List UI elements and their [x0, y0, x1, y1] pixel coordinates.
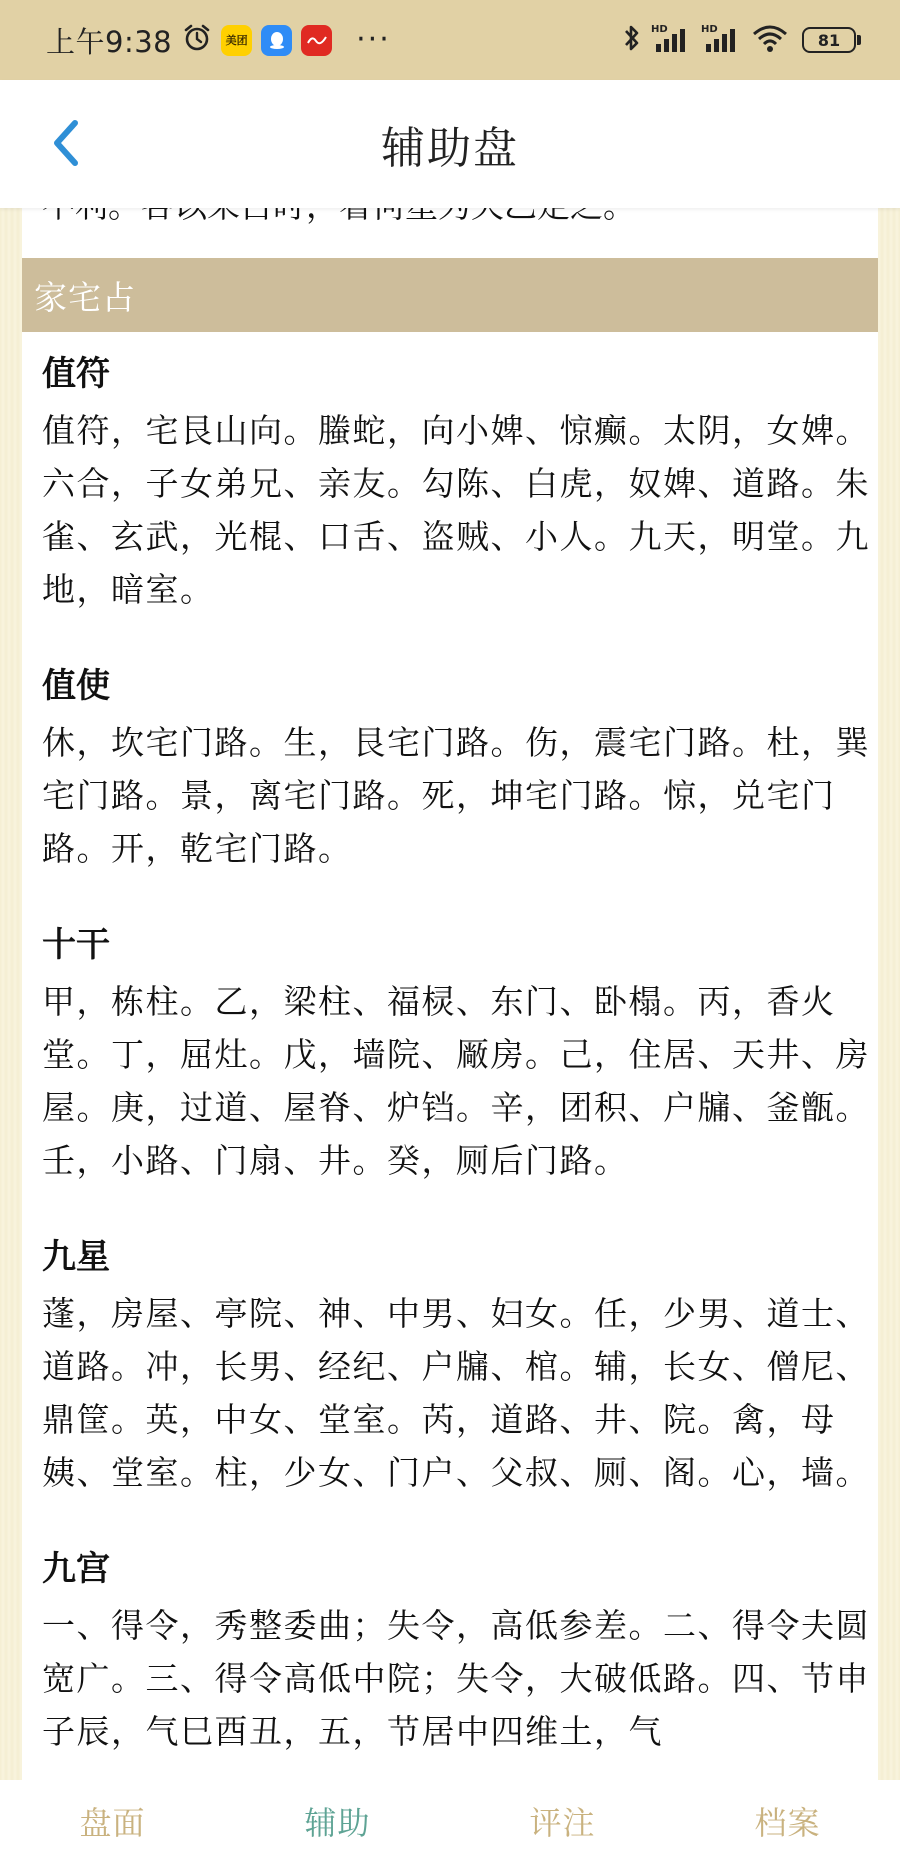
entry-title: 十干	[42, 925, 110, 965]
meituan-app-icon: 美团	[221, 25, 252, 56]
entry-body: 值符，宅艮山向。螣蛇，向小婢、惊癫。太阴，女婢。六合，子女弟兄、亲友。勾陈、白虎，奴婢、道路。朱雀、玄武，光棍、口舌、盗贼、小人。九天，明堂。九地，暗室。	[42, 411, 870, 609]
entry-body: 甲，栋柱。乙，梁柱、福棂、东门、卧榻。丙，香火堂。丁，屈灶。戊，墙院、厰房。己，住居、天井、房屋。庚，过道、屋脊、炉铛。辛，团积、户牖、釜甑。壬，小路、门扇、井。癸，厕后门路。	[42, 982, 870, 1180]
status-right-group	[622, 22, 856, 58]
entry-title: 九星	[42, 1237, 110, 1277]
status-time: 上午9:38	[46, 24, 173, 59]
signal-2-label: HD	[701, 24, 718, 35]
signal-icon	[650, 22, 692, 58]
bottom-tab-bar	[0, 1780, 900, 1862]
page-title: 辅助盘	[381, 123, 519, 174]
tab-pingzhu[interactable]: 评注	[529, 1804, 596, 1842]
entry-shigan	[42, 919, 870, 1187]
battery-indicator: 81	[802, 27, 856, 53]
signal-icon	[700, 22, 742, 58]
alarm-clock-icon	[182, 23, 212, 57]
qq-app-icon	[261, 25, 292, 56]
entry-jiuxing	[42, 1231, 870, 1499]
content-scroll-area[interactable]	[0, 208, 900, 1780]
content-card	[22, 178, 878, 1818]
app-header	[0, 80, 900, 208]
wifi-icon	[750, 22, 790, 58]
red-app-icon	[301, 25, 332, 56]
entry-zhifu	[42, 348, 870, 616]
signal-1-label: HD	[651, 24, 668, 35]
tab-fuzhu[interactable]: 辅助	[304, 1804, 371, 1842]
back-button[interactable]	[32, 110, 98, 176]
entry-body: 一、得令，秀整委曲；失令，高低参差。二、得令夫圆宽广。三、得令高低中院；失令，大破低路。四、节申子辰，气巳酉丑，五，节居中四维土，气	[42, 1606, 870, 1751]
more-notifications-icon: ···	[356, 22, 391, 57]
entry-title: 九宫	[42, 1549, 110, 1589]
entry-title: 值使	[42, 666, 110, 706]
tab-panmian[interactable]: 盘面	[79, 1804, 146, 1842]
entry-body: 休，坎宅门路。生，艮宅门路。伤，震宅门路。杜，巽宅门路。景，离宅门路。死，坤宅门路。惊，兑宅门路。开，乾宅门路。	[42, 723, 870, 868]
entries-list	[42, 348, 870, 1802]
bluetooth-icon	[622, 22, 642, 58]
section-header	[22, 258, 878, 332]
entry-title: 值符	[42, 354, 110, 394]
chevron-left-icon	[45, 113, 85, 173]
section-title: 家宅占	[34, 277, 136, 317]
tab-dangan[interactable]: 档案	[754, 1804, 821, 1842]
entry-body: 蓬，房屋、亭院、神、中男、妇女。任，少男、道士、道路。冲，长男、经纪、户牖、棺。辅，长女、僧尼、鼎筐。英，中女、堂室。芮，道路、井、院。禽，母姨、堂室。柱，少女、门户、父叔、厕、阁。心，墙。	[42, 1294, 870, 1492]
entry-zhishi	[42, 660, 870, 875]
status-bar	[0, 0, 900, 80]
entry-jiugong	[42, 1543, 870, 1758]
